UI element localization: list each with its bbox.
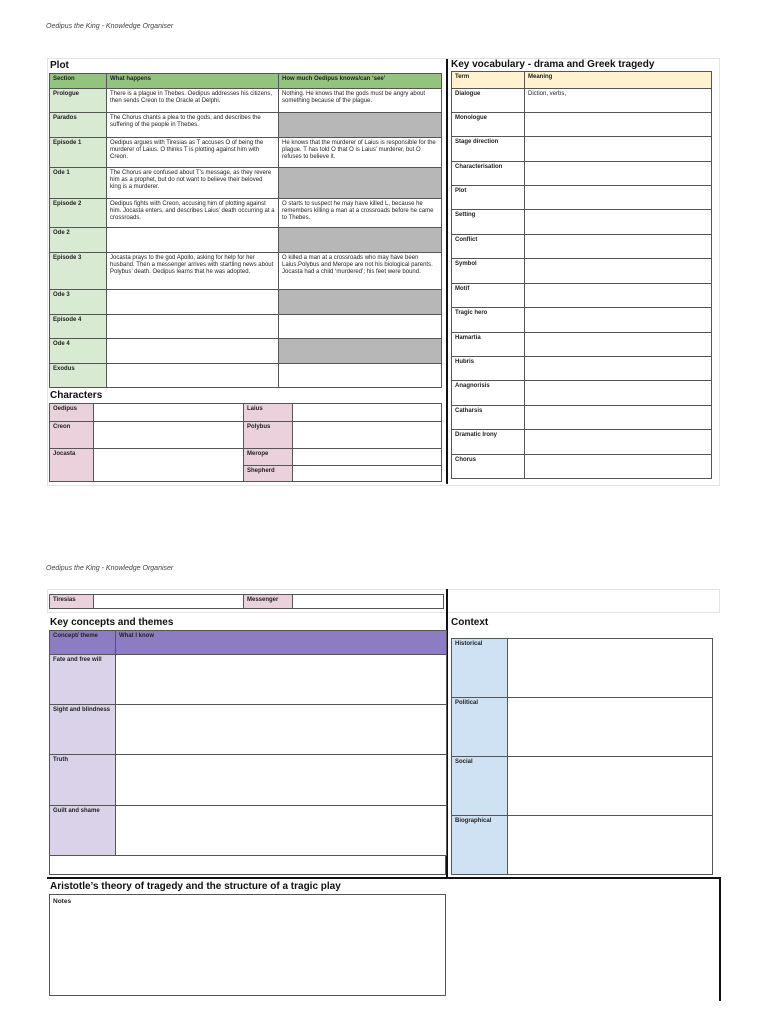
- vocab-meaning[interactable]: [525, 235, 712, 259]
- extra-characters-table: [49, 594, 444, 609]
- vocab-term: Symbol: [452, 259, 525, 284]
- context-notes[interactable]: [508, 757, 713, 816]
- context-name: Historical: [452, 639, 508, 698]
- plot-col-section: Section: [50, 74, 107, 89]
- vocab-meaning[interactable]: [525, 259, 712, 284]
- context-name: Social: [452, 757, 508, 816]
- notes-label: Notes: [53, 898, 72, 905]
- vocab-term: Characterisation: [452, 162, 525, 186]
- vocab-meaning[interactable]: [525, 162, 712, 186]
- plot-happens[interactable]: There is a plague in Thebes. Oedipus addresses his citizens, then sends Creon to the Oracle at Delphi.: [107, 89, 279, 113]
- vocab-meaning[interactable]: [525, 357, 712, 381]
- characters-title: Characters: [50, 390, 103, 401]
- character-name: Jocasta: [50, 449, 94, 482]
- context-name: Political: [452, 698, 508, 757]
- character-notes[interactable]: [94, 595, 244, 609]
- vocab-table: [451, 71, 712, 479]
- theme-notes[interactable]: [116, 755, 447, 806]
- context-name: Biographical: [452, 816, 508, 875]
- theme-name: Guilt and shame: [50, 806, 116, 856]
- vocab-meaning[interactable]: [525, 430, 712, 455]
- character-name: Merope: [244, 449, 293, 466]
- themes-title: Key concepts and themes: [50, 617, 174, 628]
- plot-knows[interactable]: Nothing. He knows that the gods must be angry about something because of the plague.: [279, 89, 442, 113]
- vocab-term: Plot: [452, 186, 525, 210]
- vocab-col-term: Term: [452, 72, 525, 89]
- vocab-term: Monologue: [452, 113, 525, 137]
- theme-notes[interactable]: [116, 705, 447, 755]
- character-name: Tiresias: [50, 595, 94, 609]
- vocab-meaning[interactable]: [525, 186, 712, 210]
- right-border: [719, 877, 721, 1001]
- vocab-term: Conflict: [452, 235, 525, 259]
- vocab-meaning[interactable]: [525, 210, 712, 235]
- theme-notes[interactable]: [116, 655, 447, 705]
- context-table: [451, 638, 713, 875]
- context-notes[interactable]: [508, 639, 713, 698]
- vocab-meaning[interactable]: Diction, verbs,: [525, 89, 712, 113]
- character-name: Messenger: [244, 595, 293, 609]
- vocab-term: Dramatic Irony: [452, 430, 525, 455]
- vocab-term: Tragic hero: [452, 308, 525, 333]
- plot-section: Ode 3: [50, 290, 107, 315]
- vocab-meaning[interactable]: [525, 137, 712, 162]
- plot-section: Ode 4: [50, 339, 107, 364]
- context-notes[interactable]: [508, 698, 713, 757]
- plot-section: Ode 2: [50, 228, 107, 253]
- plot-section: Episode 4: [50, 315, 107, 339]
- character-name: Shepherd: [244, 466, 293, 482]
- plot-section: Parados: [50, 113, 107, 138]
- context-title: Context: [451, 617, 489, 628]
- plot-knows[interactable]: O killed a man at a crossroads who may have been Laius.Polybus and Merope are not his biological parents. Jocasta had a child ‘murdered’; his feet were bound.: [279, 253, 442, 290]
- plot-col-happens: What happens: [107, 74, 279, 89]
- vocab-term: Hubris: [452, 357, 525, 381]
- plot-happens[interactable]: Oedipus argues with Tiresias as T accuses O of being the murderer of Laius. O thinks T is plotting against him with Creon.: [107, 138, 279, 168]
- plot-section: Exodus: [50, 364, 107, 388]
- themes-col-concept: Concept/ theme: [50, 631, 116, 655]
- vocab-meaning[interactable]: [525, 113, 712, 137]
- vocab-term: Setting: [452, 210, 525, 235]
- section-divider: [47, 877, 721, 879]
- plot-title: Plot: [50, 60, 69, 71]
- character-name: Laius: [244, 404, 293, 422]
- themes-table-footer: [49, 855, 446, 875]
- vocab-term: Anagnorisis: [452, 381, 525, 406]
- vocab-col-meaning: Meaning: [525, 72, 712, 89]
- character-notes[interactable]: [293, 595, 444, 609]
- vocab-term: Chorus: [452, 455, 525, 479]
- plot-knows[interactable]: O starts to suspect he may have killed L, because he remembers killing a man at a crossroads before he came to Thebes.: [279, 199, 442, 228]
- theme-name: Truth: [50, 755, 116, 806]
- vocab-meaning[interactable]: [525, 284, 712, 308]
- vocab-term: Stage direction: [452, 137, 525, 162]
- vocab-term: Catharsis: [452, 406, 525, 430]
- plot-happens[interactable]: The Chorus chants a plea to the gods, and describes the suffering of the people in Thebes.: [107, 113, 279, 138]
- page-header: Oedipus the King - Knowledge Organiser: [46, 23, 174, 30]
- plot-section: Episode 3: [50, 253, 107, 290]
- plot-section: Ode 1: [50, 168, 107, 199]
- vocab-term: Dialogue: [452, 89, 525, 113]
- aristotle-title: Aristotle’s theory of tragedy and the structure of a tragic play: [50, 881, 341, 892]
- vocab-meaning[interactable]: [525, 381, 712, 406]
- character-name: Oedipus: [50, 404, 94, 422]
- plot-col-knows: How much Oedipus knows/can ‘see’: [279, 74, 442, 89]
- theme-name: Sight and blindness: [50, 705, 116, 755]
- themes-table: [49, 630, 447, 856]
- page-header: Oedipus the King - Knowledge Organiser: [46, 565, 174, 572]
- vocab-meaning[interactable]: [525, 406, 712, 430]
- plot-happens[interactable]: Jocasta prays to the god Apollo, asking for help for her husband. Then a messenger arrives with startling news about Polybus’ death. Oedipus learns that he was adopted.: [107, 253, 279, 290]
- themes-col-know: What I know: [116, 631, 447, 655]
- context-notes[interactable]: [508, 816, 713, 875]
- vocab-term: Hamartia: [452, 333, 525, 357]
- aristotle-notes-box[interactable]: [49, 894, 446, 996]
- theme-name: Fate and free will: [50, 655, 116, 705]
- vocab-meaning[interactable]: [525, 455, 712, 479]
- character-name: Polybus: [244, 422, 293, 449]
- character-name: Creon: [50, 422, 94, 449]
- plot-section: Prologue: [50, 89, 107, 113]
- vocab-meaning[interactable]: [525, 333, 712, 357]
- plot-knows[interactable]: He knows that the murderer of Laius is responsible for the plague. T has told O that O is Laius’ murderer, but O refuses to believe it.: [279, 138, 442, 168]
- plot-happens[interactable]: Oedipus fights with Creon, accusing him of plotting against him. Jocasta enters, and describes Laius’ death occurring at a crossroads.: [107, 199, 279, 228]
- vocab-term: Motif: [452, 284, 525, 308]
- vocab-title: Key vocabulary - drama and Greek tragedy: [451, 59, 655, 70]
- plot-section: Episode 1: [50, 138, 107, 168]
- theme-notes[interactable]: [116, 806, 447, 856]
- vocab-meaning[interactable]: [525, 308, 712, 333]
- plot-section: Episode 2: [50, 199, 107, 228]
- plot-happens[interactable]: The Chorus are confused about T’s message, as they revere him as a prophet, but do not want to believe their beloved king is a murderer.: [107, 168, 279, 199]
